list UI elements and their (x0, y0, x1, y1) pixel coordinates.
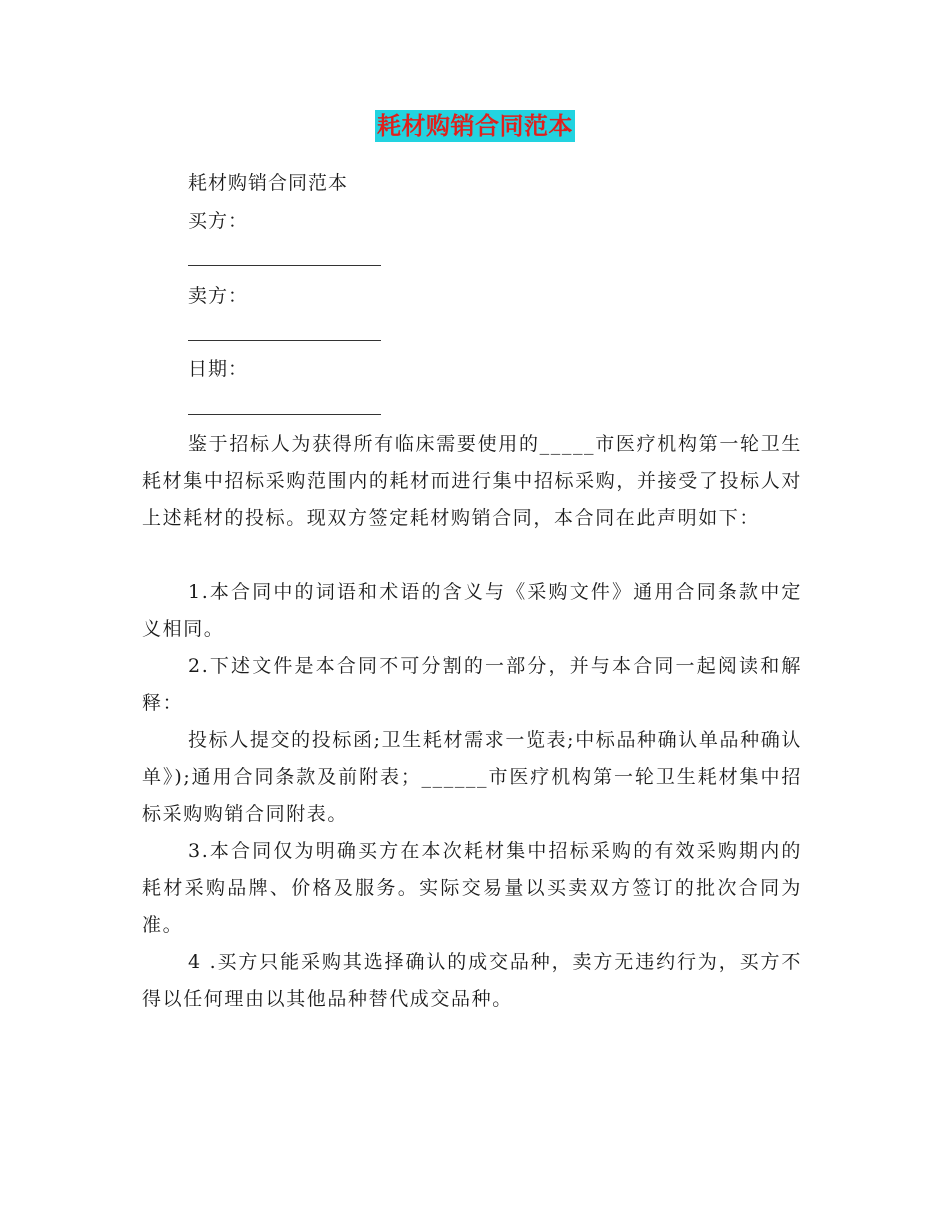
document-title: 耗材购销合同范本 (377, 112, 573, 140)
seller-blank-line (188, 340, 381, 341)
date-blank-line (188, 414, 381, 415)
buyer-blank-line (188, 265, 381, 266)
buyer-label: 买方： (188, 210, 249, 232)
document-subtitle: 耗材购销合同范本 (188, 172, 349, 194)
title-container (0, 110, 950, 142)
clause-1-paragraph: 1.本合同中的词语和术语的含义与《采购文件》通用合同条款中定义相同。 (142, 581, 802, 640)
preamble-paragraph: 鉴于招标人为获得所有临床需要使用的_____市医疗机构第一轮卫生耗材集中招标采购范围内的耗材而进行集中招标采购，并接受了投标人对上述耗材的投标。现双方签定耗材购销合同，本合同在此声明如下： (142, 433, 802, 529)
clause-2-paragraph: 2.下述文件是本合同不可分割的一部分，并与本合同一起阅读和解释： (142, 655, 802, 714)
date-label: 日期： (188, 358, 249, 380)
clause-4-paragraph: 4 .买方只能采购其选择确认的成交品种，卖方无违约行为，买方不得以任何理由以其他品种替代成交品种。 (142, 951, 802, 1010)
clause-2-documents-paragraph: 投标人提交的投标函;卫生耗材需求一览表;中标品种确认单品种确认单》);通用合同条款及前附表；______市医疗机构第一轮卫生耗材集中招标采购购销合同附表。 (142, 729, 802, 825)
clause-3-paragraph: 3.本合同仅为明确买方在本次耗材集中招标采购的有效采购期内的耗材采购品牌、价格及服务。实际交易量以买卖双方签订的批次合同为准。 (142, 840, 802, 936)
seller-label: 卖方： (188, 285, 249, 307)
